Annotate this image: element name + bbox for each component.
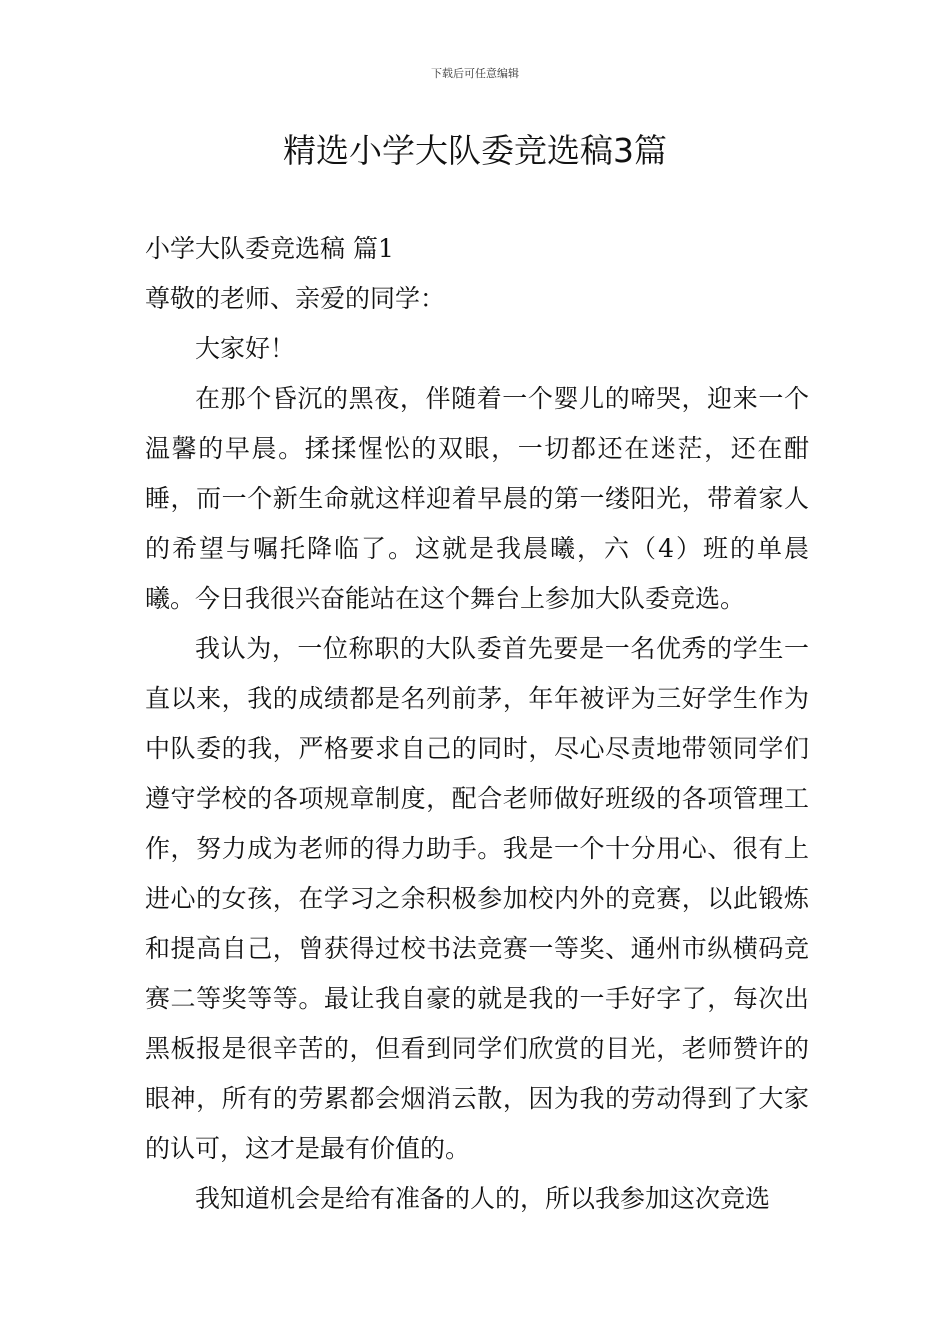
paragraph-greeting: 大家好！ <box>195 334 296 363</box>
paragraph-opportunity: 我知道机会是给有准备的人的，所以我参加这次竞选 <box>195 1184 771 1213</box>
paragraph-qualifications: 我认为，一位称职的大队委首先要是一名优秀的学生一直以来，我的成绩都是名列前茅，年年被评为三好学生作为中队委的我，严格要求自己的同时，尽心尽责地带领同学们遵守学校的各项规章制度，配合老师做好班级的各项管理工作，努力成为老师的得力助手。我是一个十分用心、很有上进心的女孩，在学习之余积极参加校内外的竞赛，以此锻炼和提高自己，曾获得过校书法竞赛一等奖、通州市纵横码竞赛二等奖等等。最让我自豪的就是我的一手好字了，每次出黑板报是很辛苦的，但看到同学们欣赏的目光，老师赞许的眼神，所有的劳累都会烟消云散，因为我的劳动得到了大家的认可，这才是最有价值的。 <box>145 634 809 1163</box>
document-title: 精选小学大队委竞选稿3篇 <box>283 131 667 170</box>
header-note: 下载后可任意编辑 <box>431 67 519 80</box>
section-heading: 小学大队委竞选稿 篇1 <box>145 234 394 263</box>
paragraph-introduction: 在那个昏沉的黑夜，伴随着一个婴儿的啼哭，迎来一个温馨的早晨。揉揉惺忪的双眼，一切都还在迷茫，还在酣睡，而一个新生命就这样迎着早晨的第一缕阳光，带着家人的希望与嘱托降临了。这就是我晨曦，六（4）班的单晨曦。今日我很兴奋能站在这个舞台上参加大队委竞选。 <box>145 384 809 613</box>
salutation: 尊敬的老师、亲爱的同学： <box>145 284 446 313</box>
document-body <box>145 224 809 1224</box>
